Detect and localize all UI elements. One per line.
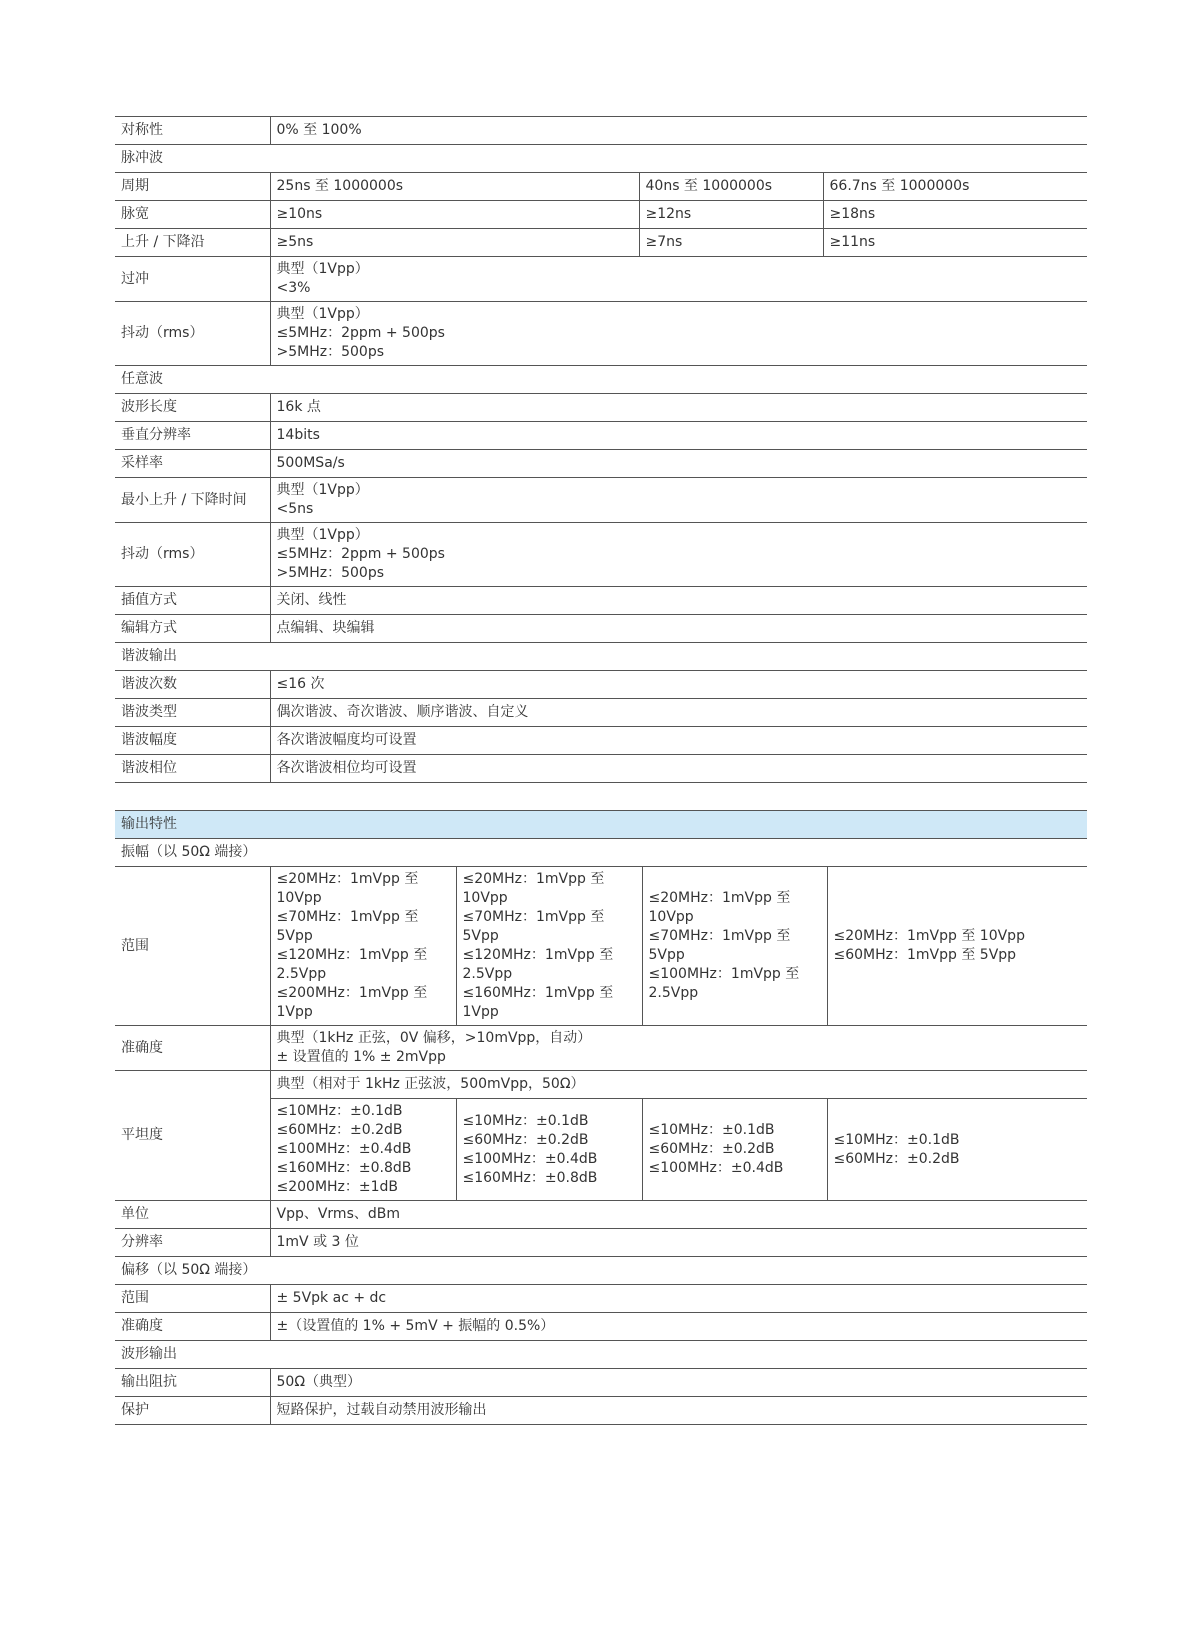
value-line: ≤70MHz：1mVpp 至 [276, 909, 419, 925]
value-line: 2.5Vpp [462, 966, 513, 982]
row-value [827, 1099, 1087, 1201]
section-title: 谐波输出 [115, 643, 1087, 671]
row-label: 谐波类型 [115, 699, 270, 727]
section-title: 偏移（以 50Ω 端接） [115, 1257, 1087, 1285]
table-row [115, 173, 1087, 201]
row-label: 范围 [115, 1285, 270, 1313]
row-value: 偶次谐波、奇次谐波、顺序谐波、自定义 [270, 699, 1087, 727]
section-row [115, 839, 1087, 867]
value-line: ≤160MHz：±0.8dB [462, 1169, 598, 1186]
table-row [115, 1026, 1087, 1071]
row-value: ≥18ns [823, 201, 1087, 229]
row-value: ± 5Vpk ac + dc [270, 1285, 1087, 1313]
row-value: 各次谐波相位均可设置 [270, 755, 1087, 783]
value-line: ≤20MHz：1mVpp 至 10Vpp [833, 928, 1025, 944]
value-line: ≤100MHz：1mVpp 至 [648, 966, 800, 982]
output-spec-table [115, 810, 1087, 1425]
table-row [115, 257, 1087, 302]
table-row [115, 1229, 1087, 1257]
row-value: 16k 点 [270, 394, 1087, 422]
row-label: 抖动（rms） [115, 302, 270, 366]
value-line: ≤5MHz：2ppm + 500ps [276, 546, 445, 562]
value-line: ≤20MHz：1mVpp 至 [648, 890, 791, 906]
row-label: 对称性 [115, 117, 270, 145]
waveform-spec-table [115, 116, 1087, 783]
value-line: 5Vpp [462, 928, 499, 944]
section-header-row [115, 811, 1087, 839]
row-label: 分辨率 [115, 1229, 270, 1257]
value-line: ≤60MHz：±0.2dB [648, 1141, 775, 1157]
value-line: ≤20MHz：1mVpp 至 [462, 871, 605, 887]
value-line: ≤120MHz：1mVpp 至 [276, 947, 428, 963]
value-line: ≤200MHz：1mVpp 至 [276, 985, 428, 1001]
table-row [115, 671, 1087, 699]
row-label: 单位 [115, 1201, 270, 1229]
table-row [115, 1397, 1087, 1425]
value-line: ± 设置值的 1% ± 2mVpp [276, 1049, 446, 1065]
row-label: 周期 [115, 173, 270, 201]
section-row [115, 1341, 1087, 1369]
row-value [270, 302, 1087, 366]
value-line: ≤70MHz：1mVpp 至 [462, 909, 605, 925]
table-row [115, 699, 1087, 727]
row-value: 点编辑、块编辑 [270, 615, 1087, 643]
value-line: ≤100MHz：±0.4dB [648, 1160, 784, 1176]
table-row [115, 450, 1087, 478]
row-label: 保护 [115, 1397, 270, 1425]
row-label: 谐波次数 [115, 671, 270, 699]
value-line: 10Vpp [462, 890, 508, 906]
value-line: 2.5Vpp [276, 966, 327, 982]
table-row [115, 615, 1087, 643]
section-row [115, 643, 1087, 671]
row-value [456, 1099, 642, 1201]
table-row [115, 229, 1087, 257]
value-line: ≤60MHz：±0.2dB [276, 1122, 403, 1138]
table-row [115, 1201, 1087, 1229]
row-value [270, 1099, 456, 1201]
row-label: 准确度 [115, 1313, 270, 1341]
row-value [456, 867, 642, 1026]
value-line: 2.5Vpp [648, 985, 699, 1001]
value-line: ≤10MHz：±0.1dB [276, 1103, 403, 1119]
row-value: 各次谐波幅度均可设置 [270, 727, 1087, 755]
row-label: 范围 [115, 867, 270, 1026]
value-line: ≤60MHz：1mVpp 至 5Vpp [833, 947, 1017, 963]
value-line: ≤20MHz：1mVpp 至 [276, 871, 419, 887]
section-row [115, 145, 1087, 173]
table-row [115, 1313, 1087, 1341]
value-line: ≤10MHz：±0.1dB [462, 1112, 589, 1129]
value-line: ≤60MHz：±0.2dB [462, 1131, 589, 1148]
row-label: 抖动（rms） [115, 523, 270, 587]
row-label: 输出阻抗 [115, 1369, 270, 1397]
row-label: 平坦度 [115, 1071, 270, 1201]
row-label: 插值方式 [115, 587, 270, 615]
value-line: 典型（1Vpp） [276, 306, 369, 322]
section-row [115, 1257, 1087, 1285]
table-row [115, 587, 1087, 615]
table-row [115, 1369, 1087, 1397]
value-line: ≤160MHz：±0.8dB [276, 1160, 412, 1176]
row-value: 1mV 或 3 位 [270, 1229, 1087, 1257]
value-line: 10Vpp [648, 909, 694, 925]
row-value: 66.7ns 至 1000000s [823, 173, 1087, 201]
section-title: 振幅（以 50Ω 端接） [115, 839, 1087, 867]
table-row [115, 302, 1087, 366]
row-value: 500MSa/s [270, 450, 1087, 478]
row-label: 上升 / 下降沿 [115, 229, 270, 257]
row-value: Vpp、Vrms、dBm [270, 1201, 1087, 1229]
row-label: 垂直分辨率 [115, 422, 270, 450]
row-value: 25ns 至 1000000s [270, 173, 639, 201]
row-value [827, 867, 1087, 1026]
value-line: 典型（1Vpp） [276, 482, 369, 498]
row-label: 最小上升 / 下降时间 [115, 478, 270, 523]
table-row [115, 201, 1087, 229]
row-value: 典型（相对于 1kHz 正弦波，500mVpp，50Ω） [270, 1071, 1087, 1099]
row-value: ±（设置值的 1% + 5mV + 振幅的 0.5%） [270, 1313, 1087, 1341]
row-value: ≥7ns [639, 229, 823, 257]
row-value: 短路保护，过载自动禁用波形输出 [270, 1397, 1087, 1425]
value-line: ≤120MHz：1mVpp 至 [462, 947, 614, 963]
row-value: 14bits [270, 422, 1087, 450]
table-row [115, 422, 1087, 450]
section-row [115, 366, 1087, 394]
row-value: 关闭、线性 [270, 587, 1087, 615]
value-line: <5ns [276, 501, 314, 517]
row-label: 谐波幅度 [115, 727, 270, 755]
row-value [270, 867, 456, 1026]
value-line: ≤60MHz：±0.2dB [833, 1150, 960, 1167]
row-value [642, 867, 827, 1026]
value-line: ≤10MHz：±0.1dB [648, 1122, 775, 1138]
row-value: 0% 至 100% [270, 117, 1087, 145]
value-line: 典型（1Vpp） [276, 527, 369, 543]
row-value [270, 523, 1087, 587]
row-label: 谐波相位 [115, 755, 270, 783]
table-spacer [115, 783, 1087, 810]
value-line: 5Vpp [648, 947, 685, 963]
value-line: ≤70MHz：1mVpp 至 [648, 928, 791, 944]
table-row [115, 867, 1087, 1026]
value-line: ≤10MHz：±0.1dB [833, 1131, 960, 1148]
row-label: 准确度 [115, 1026, 270, 1071]
table-row [115, 727, 1087, 755]
section-title: 任意波 [115, 366, 1087, 394]
value-line: 1Vpp [276, 1004, 313, 1020]
value-line: 典型（1Vpp） [276, 261, 369, 277]
table-row [115, 117, 1087, 145]
value-line: ≤5MHz：2ppm + 500ps [276, 325, 445, 341]
row-value: ≤16 次 [270, 671, 1087, 699]
value-line: >5MHz：500ps [276, 344, 384, 360]
row-value [642, 1099, 827, 1201]
section-header: 输出特性 [115, 811, 1087, 839]
row-label: 采样率 [115, 450, 270, 478]
row-value: 40ns 至 1000000s [639, 173, 823, 201]
row-label: 脉宽 [115, 201, 270, 229]
value-line: ≤100MHz：±0.4dB [462, 1150, 598, 1167]
table-row [115, 478, 1087, 523]
row-value: ≥11ns [823, 229, 1087, 257]
row-label: 编辑方式 [115, 615, 270, 643]
table-row [115, 523, 1087, 587]
table-row [115, 1071, 1087, 1099]
section-title: 波形输出 [115, 1341, 1087, 1369]
row-value [270, 478, 1087, 523]
value-line: 10Vpp [276, 890, 322, 906]
value-line: 1Vpp [462, 1004, 499, 1020]
row-value: 50Ω（典型） [270, 1369, 1087, 1397]
section-title: 脉冲波 [115, 145, 1087, 173]
row-value [270, 257, 1087, 302]
value-line: 典型（1kHz 正弦，0V 偏移，>10mVpp，自动） [276, 1030, 592, 1046]
value-line: <3% [276, 280, 311, 296]
spec-sheet [115, 116, 1087, 1425]
value-line: ≤160MHz：1mVpp 至 [462, 985, 614, 1001]
row-value [270, 1026, 1087, 1071]
value-line: 5Vpp [276, 928, 313, 944]
row-label: 波形长度 [115, 394, 270, 422]
row-value: ≥10ns [270, 201, 639, 229]
row-value: ≥5ns [270, 229, 639, 257]
row-value: ≥12ns [639, 201, 823, 229]
row-label: 过冲 [115, 257, 270, 302]
table-row [115, 394, 1087, 422]
table-row [115, 1285, 1087, 1313]
value-line: ≤100MHz：±0.4dB [276, 1141, 412, 1157]
value-line: >5MHz：500ps [276, 565, 384, 581]
table-row [115, 755, 1087, 783]
value-line: ≤200MHz：±1dB [276, 1179, 399, 1195]
